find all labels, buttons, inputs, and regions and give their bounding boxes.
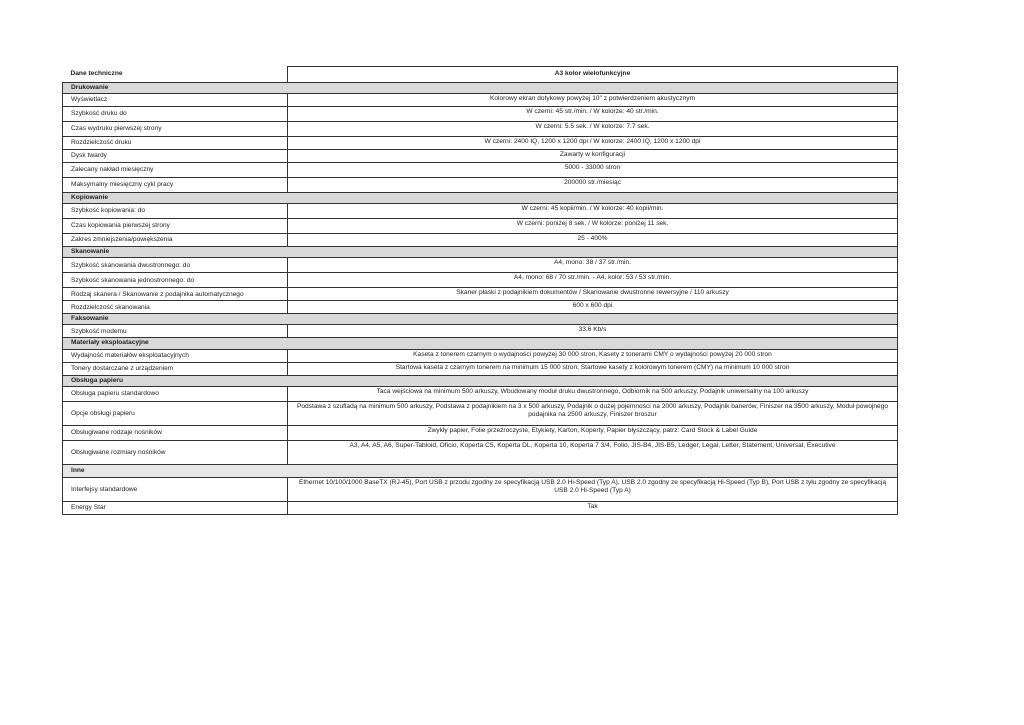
row-label: Wydajność materiałów eksploatacyjnych — [63, 349, 288, 362]
row-value: 33.6 Kb/s — [288, 325, 898, 338]
row-label: Czas kopiowania pierwszej strony — [63, 218, 288, 233]
row-value: 25 - 400% — [288, 233, 898, 246]
row-value: W czerni: 45 kopii/min. / W kolorze: 40 kopii/min. — [288, 203, 898, 218]
row-label: Obsługiwane rodzaje nośników — [63, 425, 288, 440]
row-value: Skaner płaski z podajnikiem dokumentów / Skanowanie dwustronne rewersyjne / 110 arkuszy — [288, 288, 898, 301]
section-title: Skanowanie — [63, 246, 898, 257]
row-label: Tonery dostarczane z urządzeniem — [63, 362, 288, 375]
table-row — [63, 288, 898, 301]
spec-sheet — [62, 66, 897, 515]
row-label: Szybkość skanowania jednostronnego: do — [63, 273, 288, 288]
table-row — [63, 440, 898, 464]
header-value: A3 kolor wielofunkcyjne — [288, 67, 898, 83]
section-title: Materiały eksploatacyjne — [63, 338, 898, 349]
row-value: Zwykły papier, Folie przeźroczyste, Etykiety, Karton, Koperty, Papier błyszczący, patrz: Card Stock & Label Guide — [288, 425, 898, 440]
row-label: Szybkość skanowania dwustronnego: do — [63, 258, 288, 273]
section-skanowanie — [63, 246, 898, 257]
row-value: W czerni: 45 str./min. / W kolorze: 40 str./min. — [288, 106, 898, 121]
table-row — [63, 121, 898, 136]
table-header-row — [63, 67, 898, 83]
row-label: Rozdzielczość skanowania — [63, 301, 288, 314]
table-row — [63, 273, 898, 288]
row-label: Maksymalny miesięczny cykl pracy — [63, 177, 288, 192]
table-row — [63, 325, 898, 338]
section-title: Drukowanie — [63, 82, 898, 93]
table-row — [63, 362, 898, 375]
table-row — [63, 162, 898, 177]
section-faksowanie — [63, 314, 898, 325]
section-drukowanie — [63, 82, 898, 93]
row-value: 600 x 600 dpi — [288, 301, 898, 314]
row-label: Wyświetlacz — [63, 93, 288, 106]
row-value: Ethernet 10/100/1000 BaseTX (RJ-45), Port USB z przodu zgodny ze specyfikacją USB 2.0 Hi-Speed (Typ A), USB 2.0 zgodny ze specyfikacją Hi-Speed (Typ B), Port USB z tyłu zgodny ze specyfikacją USB 2.0 Hi-Speed (Typ A) — [288, 477, 898, 501]
table-row — [63, 136, 898, 149]
table-row — [63, 149, 898, 162]
row-value: Zawarty w konfiguracji — [288, 149, 898, 162]
row-label: Szybkość kopiowania: do — [63, 203, 288, 218]
row-label: Zalecany nakład miesięczny — [63, 162, 288, 177]
table-row — [63, 93, 898, 106]
row-value: 200000 str./miesiąc — [288, 177, 898, 192]
section-obsluga-papieru — [63, 375, 898, 386]
row-label: Czas wydruku pierwszej strony — [63, 121, 288, 136]
row-label: Obsługa papieru standardowo — [63, 386, 288, 401]
section-title: Obsługa papieru — [63, 375, 898, 386]
row-value: A4, mono: 38 / 37 str./min. — [288, 258, 898, 273]
row-value: Podstawa z szufladą na minimum 500 arkuszy, Podstawa z podajnikiem na 3 x 500 arkuszy, Podajnik o dużej pojemności na 2000 arkuszy, Podajnik banerów, Finiszer na 3500 arkuszy, Moduł powojnego podajnika na 2500 arkuszy, Finiszer broszur — [288, 401, 898, 425]
section-title: Faksowanie — [63, 314, 898, 325]
row-label: Rozdzielczość druku — [63, 136, 288, 149]
table-row — [63, 258, 898, 273]
table-row — [63, 349, 898, 362]
row-value: W czerni: 2400 IQ, 1200 x 1200 dpi / W kolorze: 2400 IQ, 1200 x 1200 dpi — [288, 136, 898, 149]
row-value: Tak — [288, 501, 898, 514]
section-kopiowanie — [63, 192, 898, 203]
row-label: Szybkość druku do — [63, 106, 288, 121]
table-row — [63, 233, 898, 246]
table-row — [63, 203, 898, 218]
row-value: W czerni: poniżej 8 sek. / W kolorze: poniżej 11 sek. — [288, 218, 898, 233]
table-row — [63, 218, 898, 233]
section-materialy — [63, 338, 898, 349]
table-row — [63, 501, 898, 514]
row-label: Rodzaj skanera / Skanowanie z podajnika automatycznego — [63, 288, 288, 301]
section-title: Inne — [63, 464, 898, 477]
row-value: Kaseta z tonerem czarnym o wydajności powyżej 30 000 stron, Kasety z tonerami CMY o wydajności powyżej 20 000 stron — [288, 349, 898, 362]
row-value: A3, A4, A5, A6, Super-Tabloid, Oficio, Koperta C5, Koperta DL, Koperta 10, Koperta 7 3/4, Folio, JIS-B4, JIS-B5, Ledger, Legal, Letter, Statement, Universal, Executive — [288, 440, 898, 464]
section-inne — [63, 464, 898, 477]
header-label: Dane techniczne — [63, 67, 288, 83]
row-label: Interfejsy standardowe — [63, 477, 288, 501]
row-value: Startowa kaseta z czarnym tonerem na minimum 15 000 stron, Startowe kasety z kolorowym tonerem (CMY) na minimum 10 000 stron — [288, 362, 898, 375]
row-value: 5000 - 33000 stron — [288, 162, 898, 177]
table-row — [63, 177, 898, 192]
row-label: Szybkość modemu — [63, 325, 288, 338]
table-row — [63, 386, 898, 401]
row-label: Energy Star — [63, 501, 288, 514]
row-value: W czerni: 5.5 sek. / W kolorze: 7.7 sek. — [288, 121, 898, 136]
table-row — [63, 477, 898, 501]
row-label: Zakres zmniejszenia/powiększenia — [63, 233, 288, 246]
table-row — [63, 106, 898, 121]
spec-table — [62, 66, 898, 515]
row-value: A4, mono: 68 / 70 str./min. - A4, kolor: 53 / 53 str./min. — [288, 273, 898, 288]
row-label: Obsługiwane rozmiary nośników — [63, 440, 288, 464]
row-label: Dysk twardy — [63, 149, 288, 162]
row-value: Kolorowy ekran dotykowy powyżej 10" z potwierdzeniem akustycznym — [288, 93, 898, 106]
section-title: Kopiowanie — [63, 192, 898, 203]
table-row — [63, 301, 898, 314]
row-label: Opcje obsługi papieru — [63, 401, 288, 425]
table-row — [63, 425, 898, 440]
row-value: Taca wejściowa na minimum 500 arkuszy, Wbudowany moduł druku dwustronnego, Odbiornik na 500 arkuszy, Podajnik uniwersalny na 100 arkuszy — [288, 386, 898, 401]
table-row — [63, 401, 898, 425]
